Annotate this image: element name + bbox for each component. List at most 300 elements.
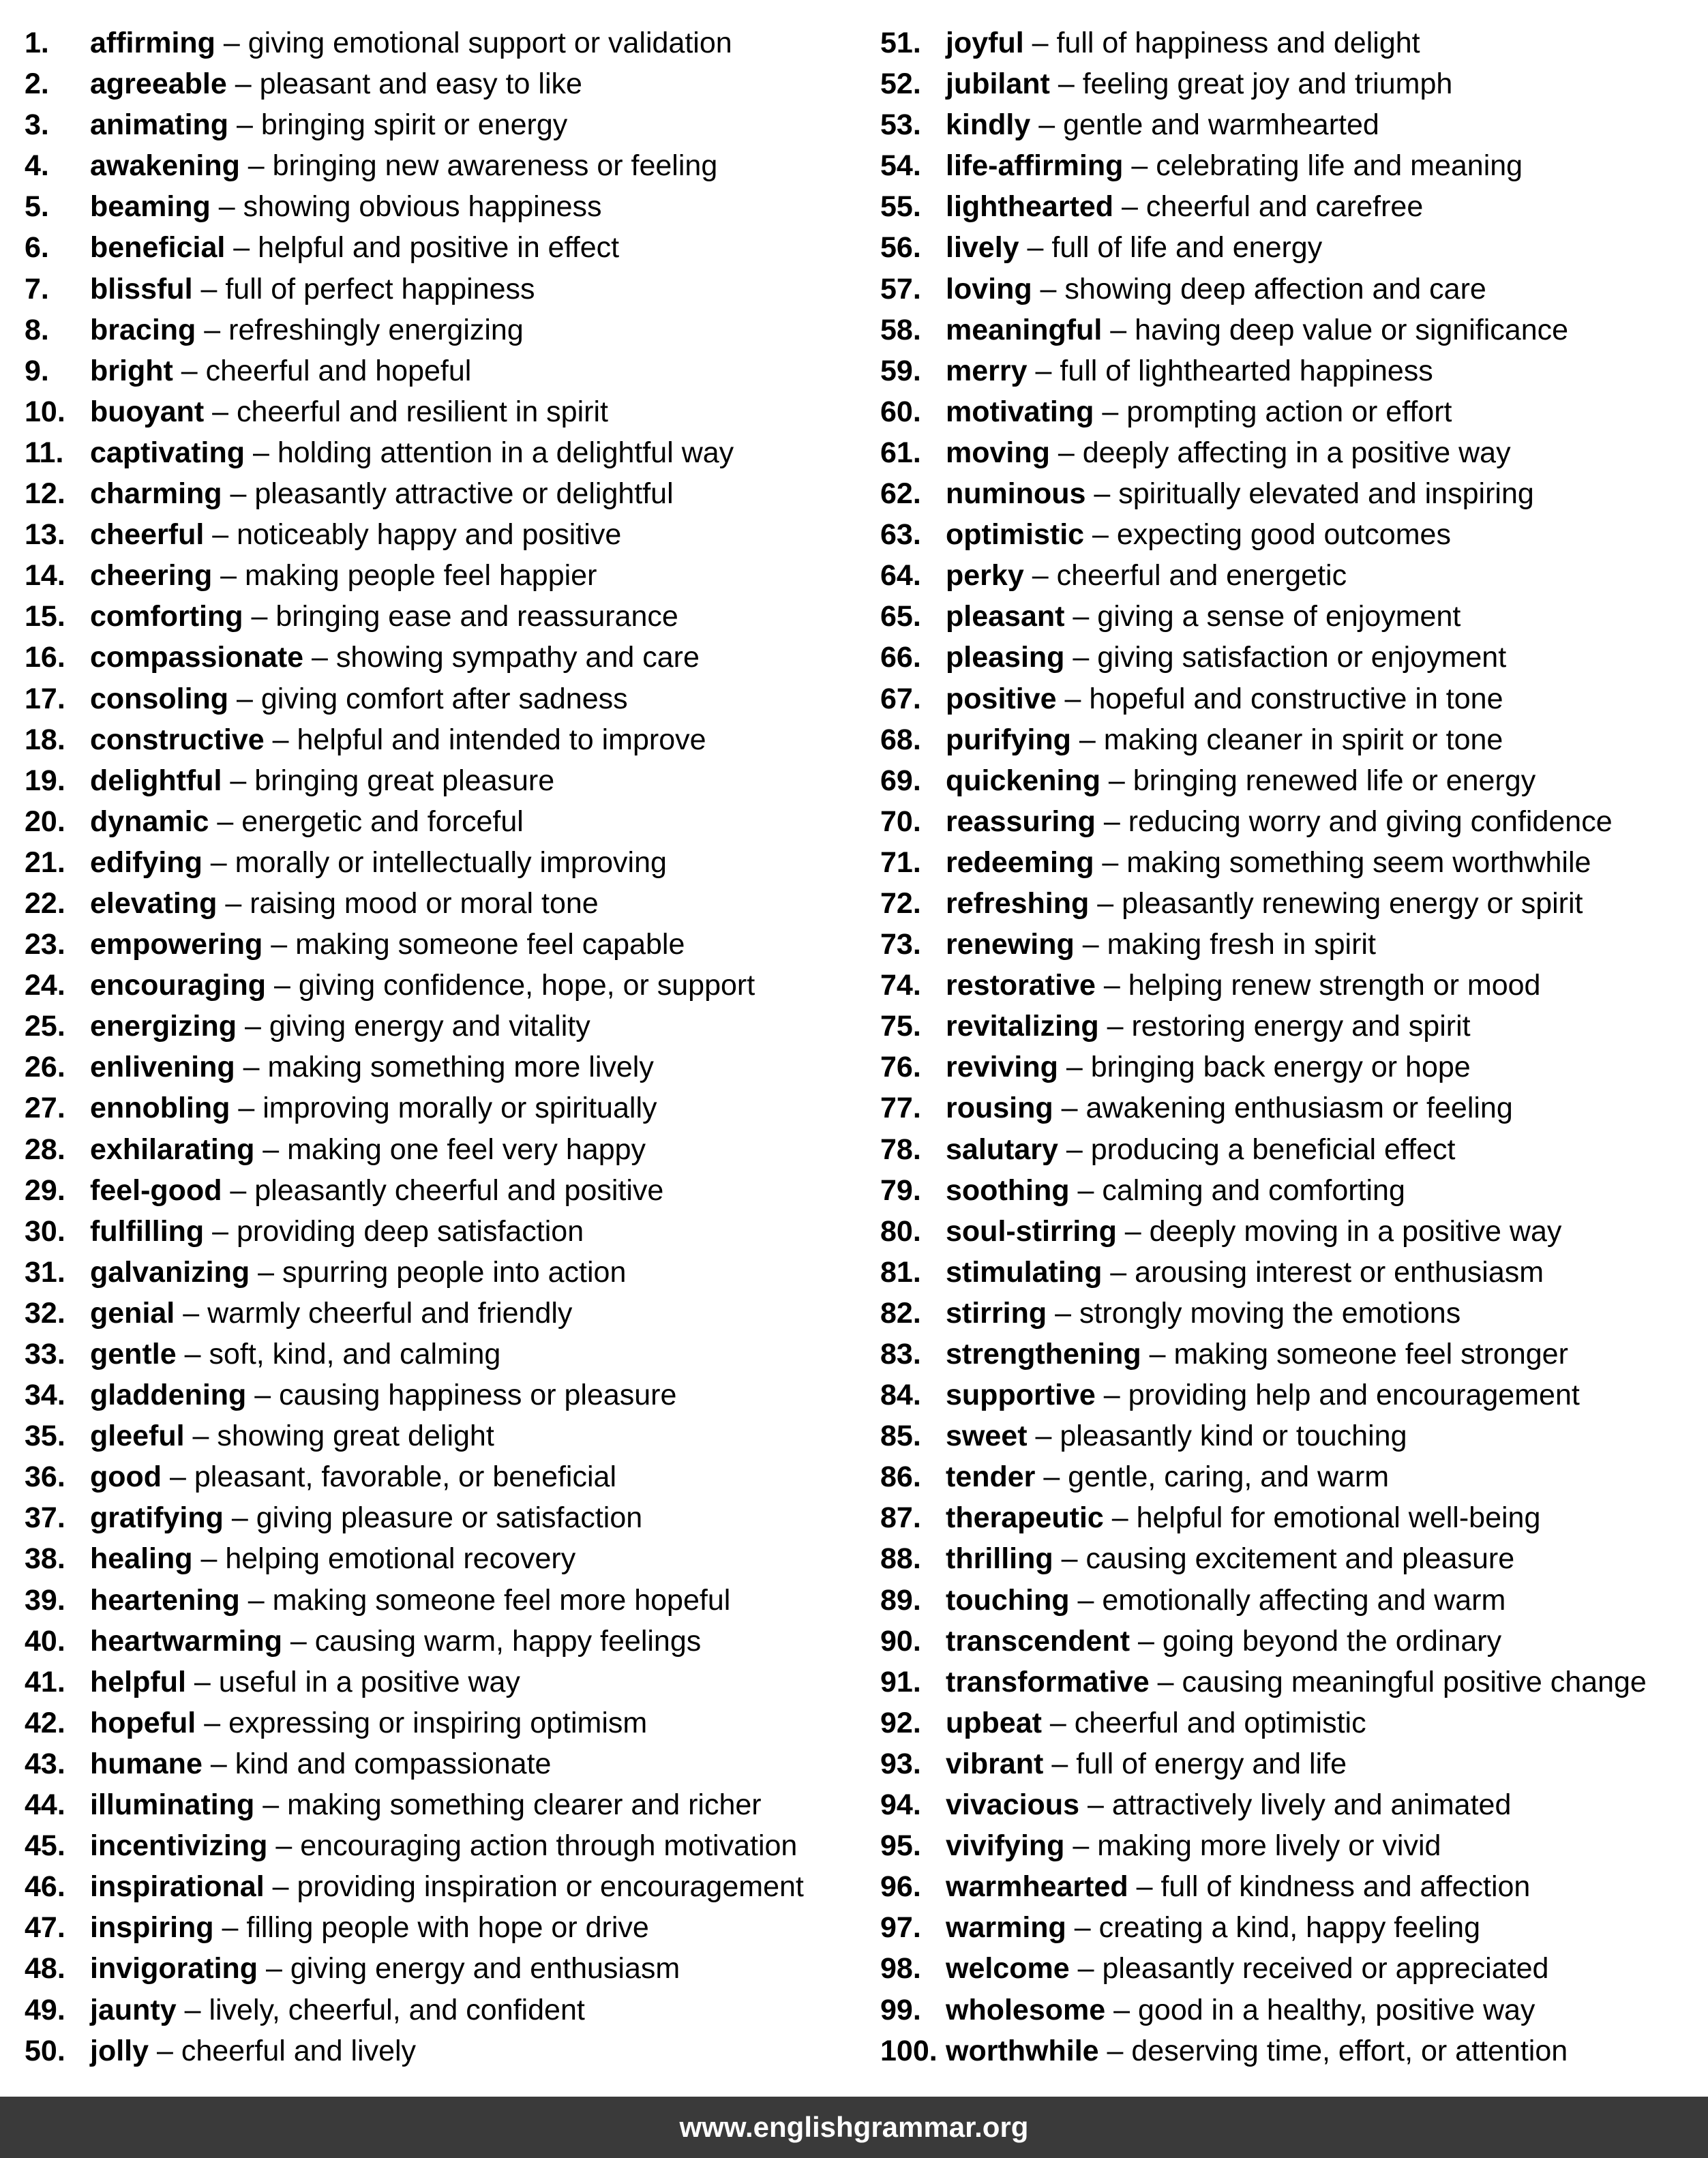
entry-number: 58. (880, 313, 921, 346)
entry-number: 63. (880, 518, 921, 552)
entry-word: stirring (946, 1296, 1047, 1330)
entry-number: 76. (880, 1051, 921, 1084)
entry-word: elevating (90, 886, 218, 920)
entry-number: 59. (880, 354, 921, 387)
list-item (25, 883, 856, 924)
list-item (25, 555, 856, 596)
entry-word: revitalizing (946, 1010, 1099, 1043)
list-item (880, 1088, 1698, 1128)
footer-banner (0, 2097, 1708, 2158)
entry-word: incentivizing (90, 1829, 268, 1863)
list-item (880, 1621, 1698, 1662)
entry-text (90, 883, 599, 924)
entry-word: gentle (90, 1338, 177, 1370)
entry-text (946, 1334, 1568, 1375)
entry-separator: – (162, 1460, 194, 1494)
list-item (880, 1006, 1698, 1047)
entry-definition: reducing worry and giving confidence (1128, 805, 1613, 838)
entry-separator: – (1049, 68, 1083, 101)
list-item (880, 1662, 1698, 1703)
list-item (880, 1047, 1698, 1088)
list-item (880, 391, 1698, 432)
list-item (25, 1743, 856, 1784)
entry-word: jaunty (90, 1993, 177, 2026)
entry-separator: – (258, 1952, 290, 1985)
list-item (880, 186, 1698, 227)
entry-number: 80. (880, 1214, 921, 1248)
entry-definition: good in a healthy, positive way (1137, 1993, 1535, 2026)
entry-word: moving (946, 436, 1050, 469)
entry-number: 92. (880, 1706, 921, 1739)
entry-word: gladdening (90, 1379, 247, 1412)
entry-text (90, 1088, 657, 1128)
entry-separator: – (1130, 1624, 1163, 1658)
entry-word: helpful (90, 1665, 186, 1698)
entry-definition: making more lively or vivid (1097, 1829, 1441, 1863)
list-item (25, 1784, 856, 1825)
list-item (880, 350, 1698, 391)
entry-word: galvanizing (90, 1255, 250, 1289)
entry-definition: lively, cheerful, and confident (209, 1993, 585, 2026)
entry-separator: – (1043, 1747, 1077, 1780)
entry-text (90, 1252, 626, 1293)
entry-word: constructive (90, 723, 265, 756)
entry-number: 50. (25, 2034, 65, 2067)
entry-separator: – (243, 600, 276, 633)
list-item (880, 842, 1698, 883)
entry-text (90, 1211, 584, 1252)
entry-definition: giving energy and vitality (269, 1010, 590, 1043)
entry-word: renewing (946, 928, 1075, 961)
entry-number: 43. (25, 1747, 65, 1780)
entry-number: 56. (880, 231, 921, 265)
entry-number: 73. (880, 928, 921, 961)
entry-text (90, 1538, 575, 1579)
entry-number: 75. (880, 1010, 921, 1043)
entry-text (946, 924, 1376, 965)
entry-word: transformative (946, 1665, 1150, 1698)
entry-definition: gentle, caring, and warm (1068, 1460, 1390, 1494)
entry-number: 24. (25, 969, 65, 1002)
entry-number: 87. (880, 1501, 921, 1535)
entry-word: cheerful (90, 518, 205, 552)
list-item (25, 473, 856, 514)
entry-text (946, 801, 1613, 842)
entry-text (946, 473, 1534, 514)
list-item (25, 1990, 856, 2030)
entry-word: welcome (946, 1952, 1070, 1985)
entry-number: 95. (880, 1829, 921, 1863)
list-item (880, 1415, 1698, 1456)
entry-definition: prompting action or effort (1126, 395, 1452, 428)
entry-definition: warmly cheerful and friendly (207, 1296, 573, 1330)
list-item (880, 1538, 1698, 1579)
entry-separator: – (149, 2034, 181, 2067)
entry-number: 55. (880, 190, 921, 224)
entry-separator: – (1032, 272, 1065, 305)
entry-number: 1. (25, 27, 49, 59)
entry-number: 14. (25, 559, 65, 593)
entry-separator: – (223, 1501, 256, 1535)
entry-text (90, 678, 628, 719)
entry-separator: – (204, 395, 237, 428)
entry-definition: holding attention in a delightful way (277, 436, 734, 469)
entry-text (90, 432, 734, 473)
entry-word: edifying (90, 845, 203, 879)
entry-word: upbeat (946, 1706, 1042, 1739)
entry-definition: deeply moving in a positive way (1149, 1214, 1562, 1248)
entry-definition: making something more lively (267, 1051, 654, 1084)
entry-definition: raising mood or moral tone (250, 886, 599, 920)
entry-number: 81. (880, 1255, 921, 1289)
entry-separator: – (254, 1133, 288, 1166)
entry-word: soothing (946, 1173, 1070, 1207)
entry-text (90, 1743, 551, 1784)
entry-number: 35. (25, 1420, 65, 1453)
entry-text (946, 186, 1423, 227)
entry-text (90, 63, 582, 104)
list-item (25, 596, 856, 637)
entry-separator: – (222, 1173, 255, 1207)
entry-separator: – (184, 1420, 218, 1453)
entry-separator: – (1027, 354, 1060, 387)
list-item (25, 432, 856, 473)
entry-separator: – (254, 1788, 288, 1822)
entry-number: 5. (25, 190, 49, 224)
entry-word: touching (946, 1583, 1070, 1617)
entry-separator: – (1095, 1379, 1128, 1412)
entry-text (90, 760, 554, 801)
entry-number: 91. (880, 1665, 921, 1698)
entry-text (90, 1334, 500, 1375)
list-item (880, 1907, 1698, 1948)
entry-definition: making someone feel capable (295, 928, 685, 961)
entry-separator: – (1123, 149, 1156, 183)
entry-separator: – (1023, 559, 1057, 593)
list-item (880, 2030, 1698, 2071)
entry-definition: deeply affecting in a positive way (1082, 436, 1511, 469)
entry-text (946, 145, 1523, 186)
entry-word: dynamic (90, 805, 209, 838)
entry-definition: energetic and forceful (241, 805, 524, 838)
entry-definition: making someone feel stronger (1173, 1338, 1568, 1370)
entry-definition: feeling great joy and triumph (1082, 68, 1453, 101)
entry-text (90, 473, 674, 514)
entry-separator: – (1030, 108, 1064, 142)
entry-definition: pleasantly cheerful and positive (254, 1173, 664, 1207)
entry-separator: – (1069, 1952, 1103, 1985)
entry-separator: – (1098, 2034, 1132, 2067)
entry-number: 97. (880, 1911, 921, 1945)
list-item (880, 432, 1698, 473)
entry-number: 69. (880, 764, 921, 797)
list-item (880, 637, 1698, 678)
entry-number: 99. (880, 1993, 921, 2026)
entry-number: 53. (880, 108, 921, 142)
entry-separator: – (264, 723, 297, 756)
entry-word: redeeming (946, 845, 1094, 879)
entry-separator: – (1069, 1583, 1103, 1617)
entry-text (946, 965, 1540, 1006)
entry-separator: – (1047, 1296, 1079, 1330)
list-item (25, 1252, 856, 1293)
entry-number: 89. (880, 1583, 921, 1617)
entry-word: stimulating (946, 1255, 1103, 1289)
list-item (880, 1456, 1698, 1497)
entry-text (90, 1047, 654, 1088)
entry-text (946, 1129, 1455, 1170)
list-item (880, 1497, 1698, 1538)
entry-text (946, 1375, 1580, 1415)
entry-separator: – (196, 313, 229, 346)
entry-definition: making something clearer and richer (287, 1788, 762, 1822)
entry-separator: – (1128, 1870, 1161, 1904)
entry-separator: – (210, 190, 243, 224)
entry-separator: – (1074, 928, 1107, 961)
entry-text (946, 227, 1322, 268)
list-item (880, 1825, 1698, 1866)
entry-text (946, 104, 1379, 145)
entry-word: kindly (946, 108, 1031, 142)
entry-definition: full of kindness and affection (1160, 1870, 1531, 1904)
entry-number: 15. (25, 600, 65, 633)
entry-definition: showing sympathy and care (335, 641, 700, 674)
entry-word: vibrant (946, 1747, 1044, 1780)
entry-definition: full of life and energy (1051, 231, 1323, 265)
entry-text (90, 1006, 590, 1047)
entry-definition: producing a beneficial effect (1090, 1133, 1456, 1166)
entry-separator: – (1084, 518, 1117, 552)
list-item (880, 23, 1698, 63)
entry-number: 25. (25, 1010, 65, 1043)
entry-text (946, 678, 1503, 719)
entry-text (946, 842, 1591, 883)
entry-number: 49. (25, 1993, 65, 2026)
entry-separator: – (1049, 436, 1083, 469)
list-item (25, 965, 856, 1006)
entry-word: awakening (90, 149, 240, 183)
entry-number: 2. (25, 68, 49, 101)
entry-text (90, 2030, 416, 2071)
entry-definition: giving comfort after sadness (260, 682, 628, 715)
entry-definition: full of happiness and delight (1056, 27, 1420, 59)
list-item (25, 350, 856, 391)
entry-separator: – (267, 1829, 301, 1863)
entry-number: 30. (25, 1214, 65, 1248)
list-item (880, 1948, 1698, 1989)
entry-number: 23. (25, 928, 65, 961)
entry-separator: – (1041, 1706, 1075, 1739)
entry-definition: giving energy and enthusiasm (290, 1952, 680, 1985)
entry-definition: cheerful and carefree (1145, 190, 1424, 224)
entry-separator: – (212, 559, 245, 593)
entry-word: tender (946, 1460, 1036, 1494)
entry-separator: – (1098, 1010, 1132, 1043)
entry-separator: – (1094, 845, 1127, 879)
entry-word: vivifying (946, 1829, 1065, 1863)
entry-definition: pleasant, favorable, or beneficial (194, 1460, 617, 1494)
entry-text (946, 1456, 1389, 1497)
list-item (25, 1334, 856, 1375)
entry-number: 45. (25, 1829, 65, 1863)
entry-definition: pleasant and easy to like (259, 68, 582, 101)
entry-definition: spurring people into action (282, 1255, 627, 1289)
entry-separator: – (213, 1911, 247, 1945)
entry-separator: – (1056, 682, 1090, 715)
entry-text (90, 637, 700, 678)
entry-definition: encouraging action through motivation (300, 1829, 798, 1863)
entry-text (90, 1948, 680, 1989)
entry-definition: deserving time, effort, or attention (1131, 2034, 1568, 2067)
entry-number: 16. (25, 641, 65, 674)
entry-text (90, 1825, 797, 1866)
entry-separator: – (1089, 886, 1122, 920)
entry-word: lighthearted (946, 190, 1114, 224)
entry-separator: – (185, 1665, 219, 1698)
list-item (25, 1088, 856, 1128)
entry-definition: helpful and intended to improve (297, 723, 706, 756)
entry-text (90, 1866, 804, 1907)
entry-text (90, 1456, 616, 1497)
entry-definition: helpful for emotional well-being (1136, 1501, 1541, 1535)
entry-text (946, 1538, 1514, 1579)
entry-number: 37. (25, 1501, 65, 1535)
entry-number: 82. (880, 1296, 921, 1330)
entry-text (946, 883, 1583, 924)
entry-word: good (90, 1460, 162, 1494)
list-item (880, 1784, 1698, 1825)
list-item (880, 104, 1698, 145)
entry-word: vivacious (946, 1788, 1079, 1822)
entry-word: lively (946, 231, 1019, 265)
entry-word: worthwhile (946, 2034, 1099, 2067)
entry-word: joyful (946, 27, 1024, 59)
entry-definition: cheerful and energetic (1056, 559, 1347, 593)
entry-text (90, 1580, 730, 1621)
entry-number: 9. (25, 354, 49, 387)
list-item (25, 1580, 856, 1621)
entry-word: beneficial (90, 231, 226, 265)
list-item (25, 842, 856, 883)
entry-number: 57. (880, 272, 921, 305)
entry-text (946, 514, 1451, 555)
entry-definition: bringing spirit or energy (260, 108, 568, 142)
entry-definition: gentle and warmhearted (1063, 108, 1379, 142)
entry-separator: – (173, 354, 206, 387)
list-item (25, 1456, 856, 1497)
list-item (25, 63, 856, 104)
entry-definition: pleasantly received or appreciated (1102, 1952, 1549, 1985)
list-item (880, 760, 1698, 801)
list-item (880, 1866, 1698, 1907)
entry-number: 41. (25, 1665, 65, 1698)
entry-number: 13. (25, 518, 65, 552)
entry-separator: – (263, 928, 296, 961)
entry-definition: pleasantly renewing energy or spirit (1122, 886, 1583, 920)
entry-separator: – (1113, 190, 1146, 224)
entry-definition: causing happiness or pleasure (279, 1379, 677, 1412)
entry-number: 88. (880, 1542, 921, 1576)
entry-word: affirming (90, 27, 215, 59)
entry-word: enlivening (90, 1051, 235, 1084)
entry-separator: – (1035, 1460, 1068, 1494)
entry-number: 84. (880, 1379, 921, 1412)
entry-number: 4. (25, 149, 49, 183)
entry-separator: – (1085, 477, 1119, 511)
entry-separator: – (1105, 1993, 1138, 2026)
entry-word: numinous (946, 477, 1086, 511)
entry-number: 40. (25, 1624, 65, 1658)
entry-separator: – (209, 805, 242, 838)
entry-definition: bringing great pleasure (254, 764, 555, 797)
entry-number: 52. (880, 68, 921, 101)
entry-word: gratifying (90, 1501, 224, 1535)
entry-separator: – (202, 1747, 235, 1780)
entry-number: 71. (880, 845, 921, 879)
entry-separator: – (1103, 1501, 1137, 1535)
entry-text (946, 760, 1535, 801)
entry-text (90, 1497, 642, 1538)
list-item (880, 1990, 1698, 2030)
entry-number: 22. (25, 886, 65, 920)
entry-separator: – (1053, 1092, 1086, 1125)
list-item (880, 1703, 1698, 1743)
entry-separator: – (1019, 231, 1052, 265)
entry-definition: causing warm, happy feelings (314, 1624, 702, 1658)
entry-word: invigorating (90, 1952, 258, 1985)
entry-definition: expressing or inspiring optimism (228, 1706, 648, 1739)
entry-text (90, 596, 678, 637)
entry-word: merry (946, 354, 1028, 387)
list-item (25, 391, 856, 432)
entry-word: illuminating (90, 1788, 255, 1822)
entry-word: jolly (90, 2034, 149, 2067)
list-item (25, 1538, 856, 1579)
entry-word: pleasing (946, 641, 1065, 674)
entry-definition: helping emotional recovery (225, 1542, 576, 1576)
entry-word: beaming (90, 190, 211, 224)
entry-number: 93. (880, 1747, 921, 1780)
entry-separator: – (1058, 1133, 1091, 1166)
footer-website-text: www.englishgrammar.org (679, 2111, 1029, 2143)
entry-separator: – (1053, 1542, 1086, 1576)
entry-definition: refreshingly energizing (228, 313, 524, 346)
list-item (25, 1497, 856, 1538)
entry-text (90, 842, 667, 883)
entry-definition: helping renew strength or mood (1128, 969, 1541, 1002)
entry-definition: going beyond the ordinary (1162, 1624, 1502, 1658)
entry-text (90, 965, 755, 1006)
entry-definition: bringing back energy or hope (1090, 1051, 1471, 1084)
entry-definition: cheerful and lively (181, 2034, 417, 2067)
entry-separator: – (1095, 969, 1128, 1002)
list-item (880, 473, 1698, 514)
entry-number: 26. (25, 1051, 65, 1084)
entry-separator: – (204, 1214, 237, 1248)
entry-separator: – (192, 272, 226, 305)
entry-number: 77. (880, 1092, 921, 1125)
entry-word: loving (946, 272, 1032, 305)
entry-definition: causing meaningful positive change (1182, 1665, 1647, 1698)
entry-separator: – (239, 149, 273, 183)
entry-number: 32. (25, 1296, 65, 1330)
entry-separator: – (176, 1338, 209, 1370)
list-item (880, 1129, 1698, 1170)
list-item (880, 310, 1698, 350)
entry-word: animating (90, 108, 229, 142)
entry-definition: useful in a positive way (218, 1665, 520, 1698)
entry-separator: – (202, 845, 235, 879)
